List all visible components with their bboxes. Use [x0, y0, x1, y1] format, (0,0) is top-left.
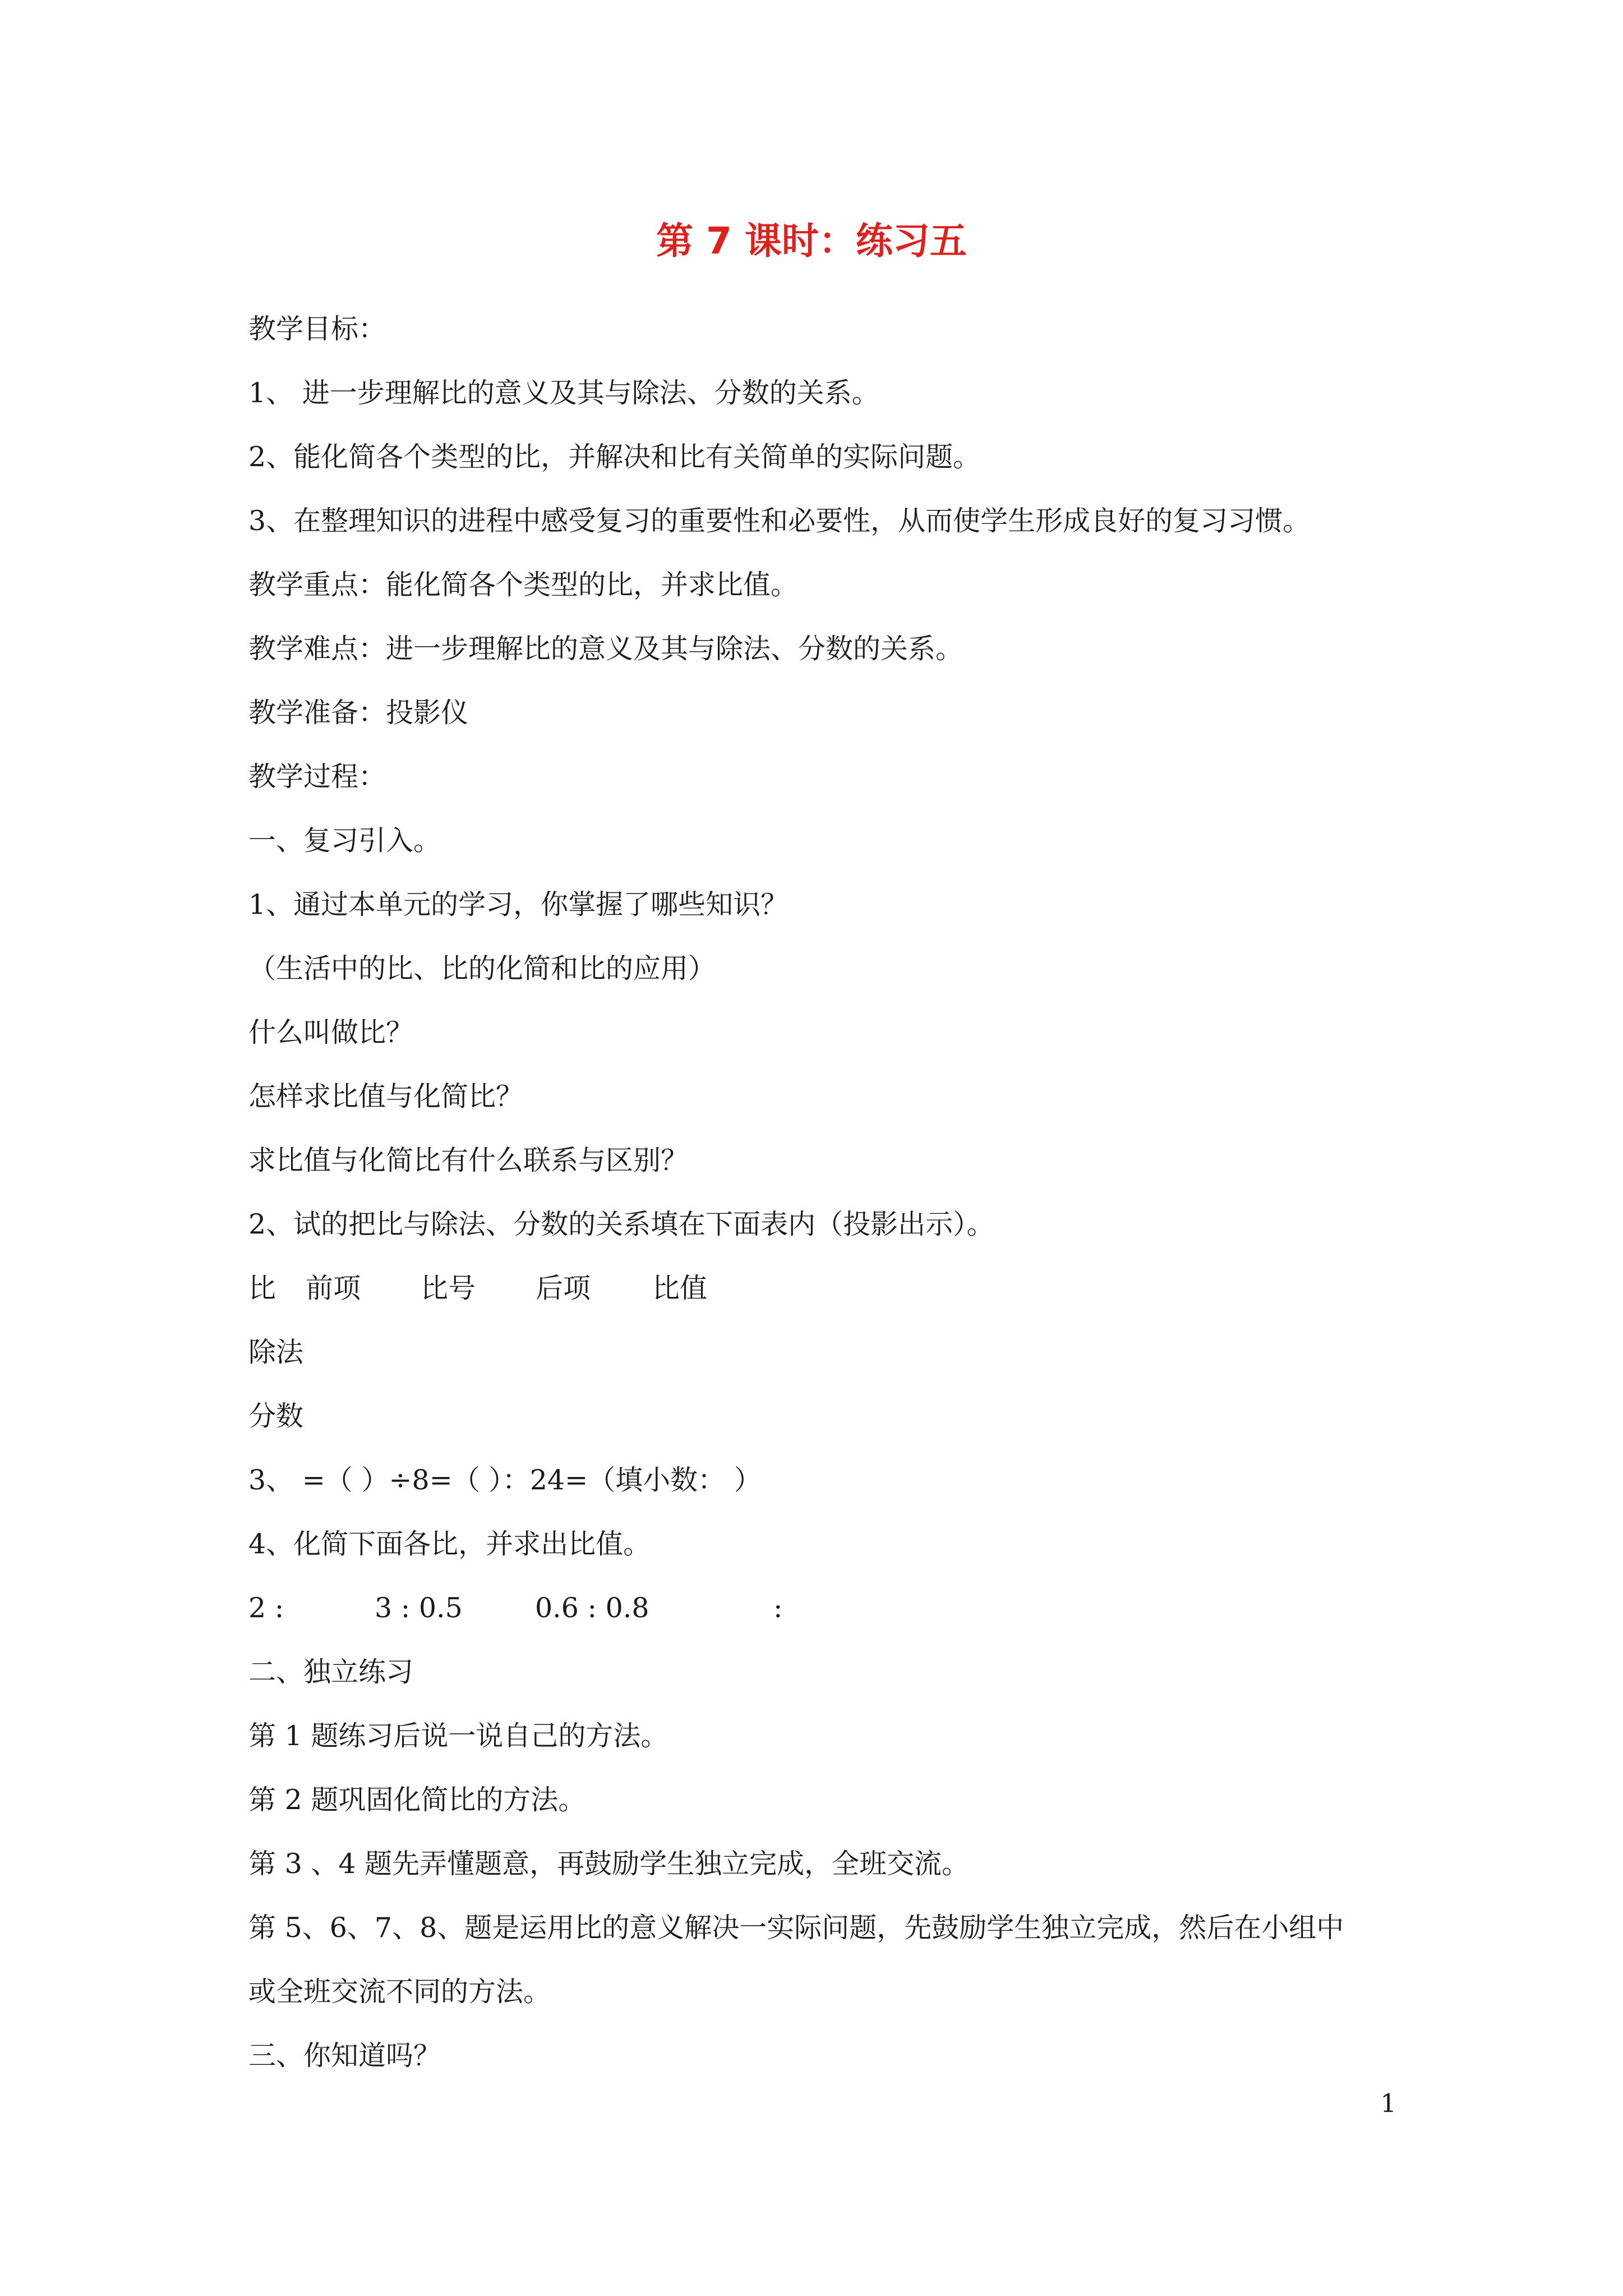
table-header-cell: 比 [248, 1272, 276, 1304]
text-line: 3、在整理知识的进程中感受复习的重要性和必要性，从而使学生形成良好的复习习惯。 [248, 505, 1311, 537]
text-line: 第 1 题练习后说一说自己的方法。 [248, 1720, 668, 1752]
table-header-cell: 前项 [306, 1272, 361, 1304]
ratio-item: 0.6 : 0.8 [535, 1592, 649, 1624]
table-header-cell: 后项 [536, 1272, 591, 1304]
text-line: 教学难点：进一步理解比的意义及其与除法、分数的关系。 [248, 633, 963, 665]
text-line: 教学准备：投影仪 [248, 697, 469, 729]
relation-table-header [248, 1257, 1393, 1320]
text-line: 教学目标： [248, 313, 386, 345]
table-header-cell: 比号 [421, 1272, 476, 1304]
text-line: 怎样求比值与化简比？ [248, 1080, 524, 1112]
text-line: 1、 进一步理解比的意义及其与除法、分数的关系。 [248, 377, 879, 409]
ratio-item: 2 : [248, 1592, 284, 1624]
text-line: 第 5、6、7、8、题是运用比的意义解决一实际问题，先鼓励学生独立完成，然后在小组中 [248, 1912, 1344, 1944]
text-line: 二、独立练习 [248, 1656, 414, 1688]
page-number: 1 [1380, 2088, 1396, 2118]
text-line: 3、 =（ ）÷8=（ ）：24=（填小数： ） [248, 1464, 762, 1496]
text-line: 2、能化简各个类型的比，并解决和比有关简单的实际问题。 [248, 441, 981, 473]
text-line: （生活中的比、比的化简和比的应用） [248, 953, 716, 984]
text-line: 教学重点：能化简各个类型的比，并求比值。 [248, 569, 799, 601]
table-row-label: 分数 [248, 1400, 304, 1432]
text-line: 4、化简下面各比，并求出比值。 [248, 1528, 651, 1560]
table-header-cell: 比值 [652, 1272, 708, 1304]
ratio-list [248, 1576, 1393, 1640]
text-line: 第 2 题巩固化简比的方法。 [248, 1784, 586, 1816]
text-line: 或全班交流不同的方法。 [248, 1976, 551, 2008]
text-line: 1、通过本单元的学习，你掌握了哪些知识？ [248, 889, 789, 921]
text-line: 第 3 、4 题先弄懂题意，再鼓励学生独立完成，全班交流。 [248, 1848, 970, 1880]
document-body [248, 297, 1393, 2088]
ratio-item: 3 : 0.5 [375, 1592, 463, 1624]
table-row-label: 除法 [248, 1336, 304, 1368]
text-line: 教学过程： [248, 761, 386, 793]
page-title: 第 7 课时：练习五 [656, 219, 967, 263]
text-line: 一、复习引入。 [248, 825, 441, 857]
text-line: 求比值与化简比有什么联系与区别？ [248, 1144, 689, 1176]
text-line: 2、试的把比与除法、分数的关系填在下面表内（投影出示）。 [248, 1208, 994, 1240]
text-line: 什么叫做比？ [248, 1016, 414, 1048]
ratio-item: : [773, 1592, 783, 1624]
text-line: 三、你知道吗？ [248, 2040, 441, 2072]
